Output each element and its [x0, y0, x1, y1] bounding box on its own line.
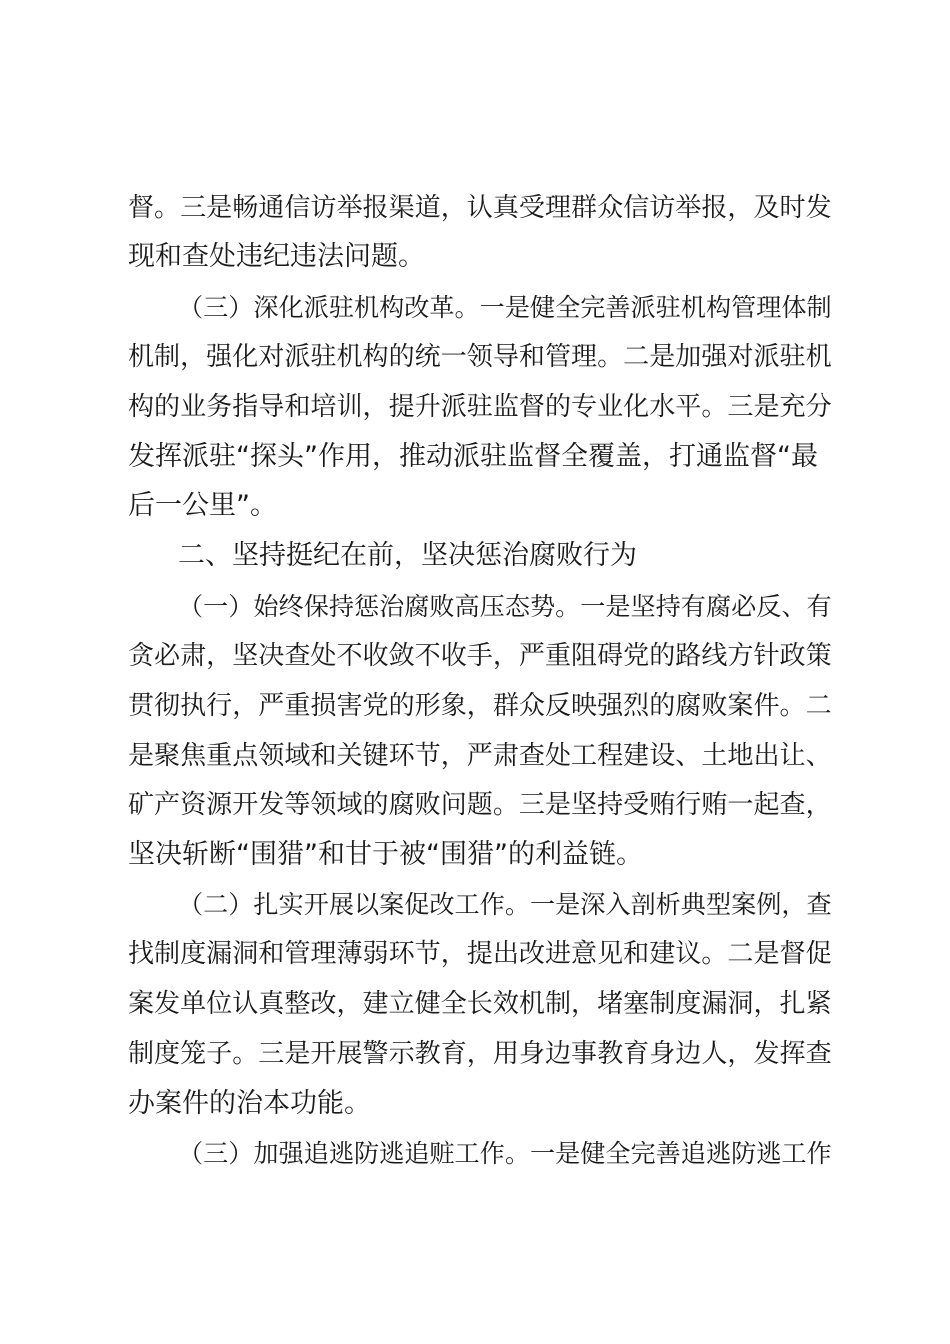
text-line: 后一公里”。	[128, 490, 277, 521]
text-line: 找制度漏洞和管理薄弱环节，提出改进意见和建议。二是督促	[128, 939, 832, 969]
text-line: 制度笼子。三是开展警示教育，用身边事教育身边人，发挥查	[128, 1039, 832, 1069]
text-line: （三）深化派驻机构改革。一是健全完善派驻机构管理体制	[178, 293, 832, 322]
text-line: 贪必肃，坚决查处不收敛不收手，严重阻碍党的路线方针政策	[128, 641, 832, 671]
text-line: （一）始终保持惩治腐败高压态势。一是坚持有腐必反、有	[178, 592, 832, 621]
text-line: 案发单位认真整改，建立健全长效机制，堵塞制度漏洞，扎紧	[128, 989, 832, 1019]
text-line: （三）加强追逃防逃追赃工作。一是健全完善追逃防逃工作	[178, 1139, 832, 1168]
text-line: 督。三是畅通信访举报渠道，认真受理群众信访举报，及时发	[128, 193, 832, 223]
text-line: 机制，强化对派驻机构的统一领导和管理。二是加强对派驻机	[128, 342, 832, 372]
text-line: 是聚焦重点领域和关键环节，严肃查处工程建设、土地出让、	[128, 741, 832, 771]
text-line: 贯彻执行，严重损害党的形象，群众反映强烈的腐败案件。二	[128, 691, 832, 721]
text-line: 发挥派驻“探头”作用，推动派驻监督全覆盖，打通监督“最	[128, 441, 818, 472]
text-line: 坚决斩断“围猎”和甘于被“围猎”的利益链。	[128, 839, 643, 870]
text-line: 矿产资源开发等领域的腐败问题。三是坚持受贿行贿一起查，	[128, 790, 832, 820]
text-line: （二）扎实开展以案促改工作。一是深入剖析典型案例，查	[178, 890, 832, 919]
text-line: 办案件的治本功能。	[128, 1088, 371, 1119]
text-line: 构的业务指导和培训，提升派驻监督的专业化水平。三是充分	[128, 392, 832, 422]
section-heading: 二、坚持挺纪在前，坚决惩治腐败行为	[178, 540, 637, 571]
text-line: 现和查处违纪违法问题。	[128, 241, 425, 272]
